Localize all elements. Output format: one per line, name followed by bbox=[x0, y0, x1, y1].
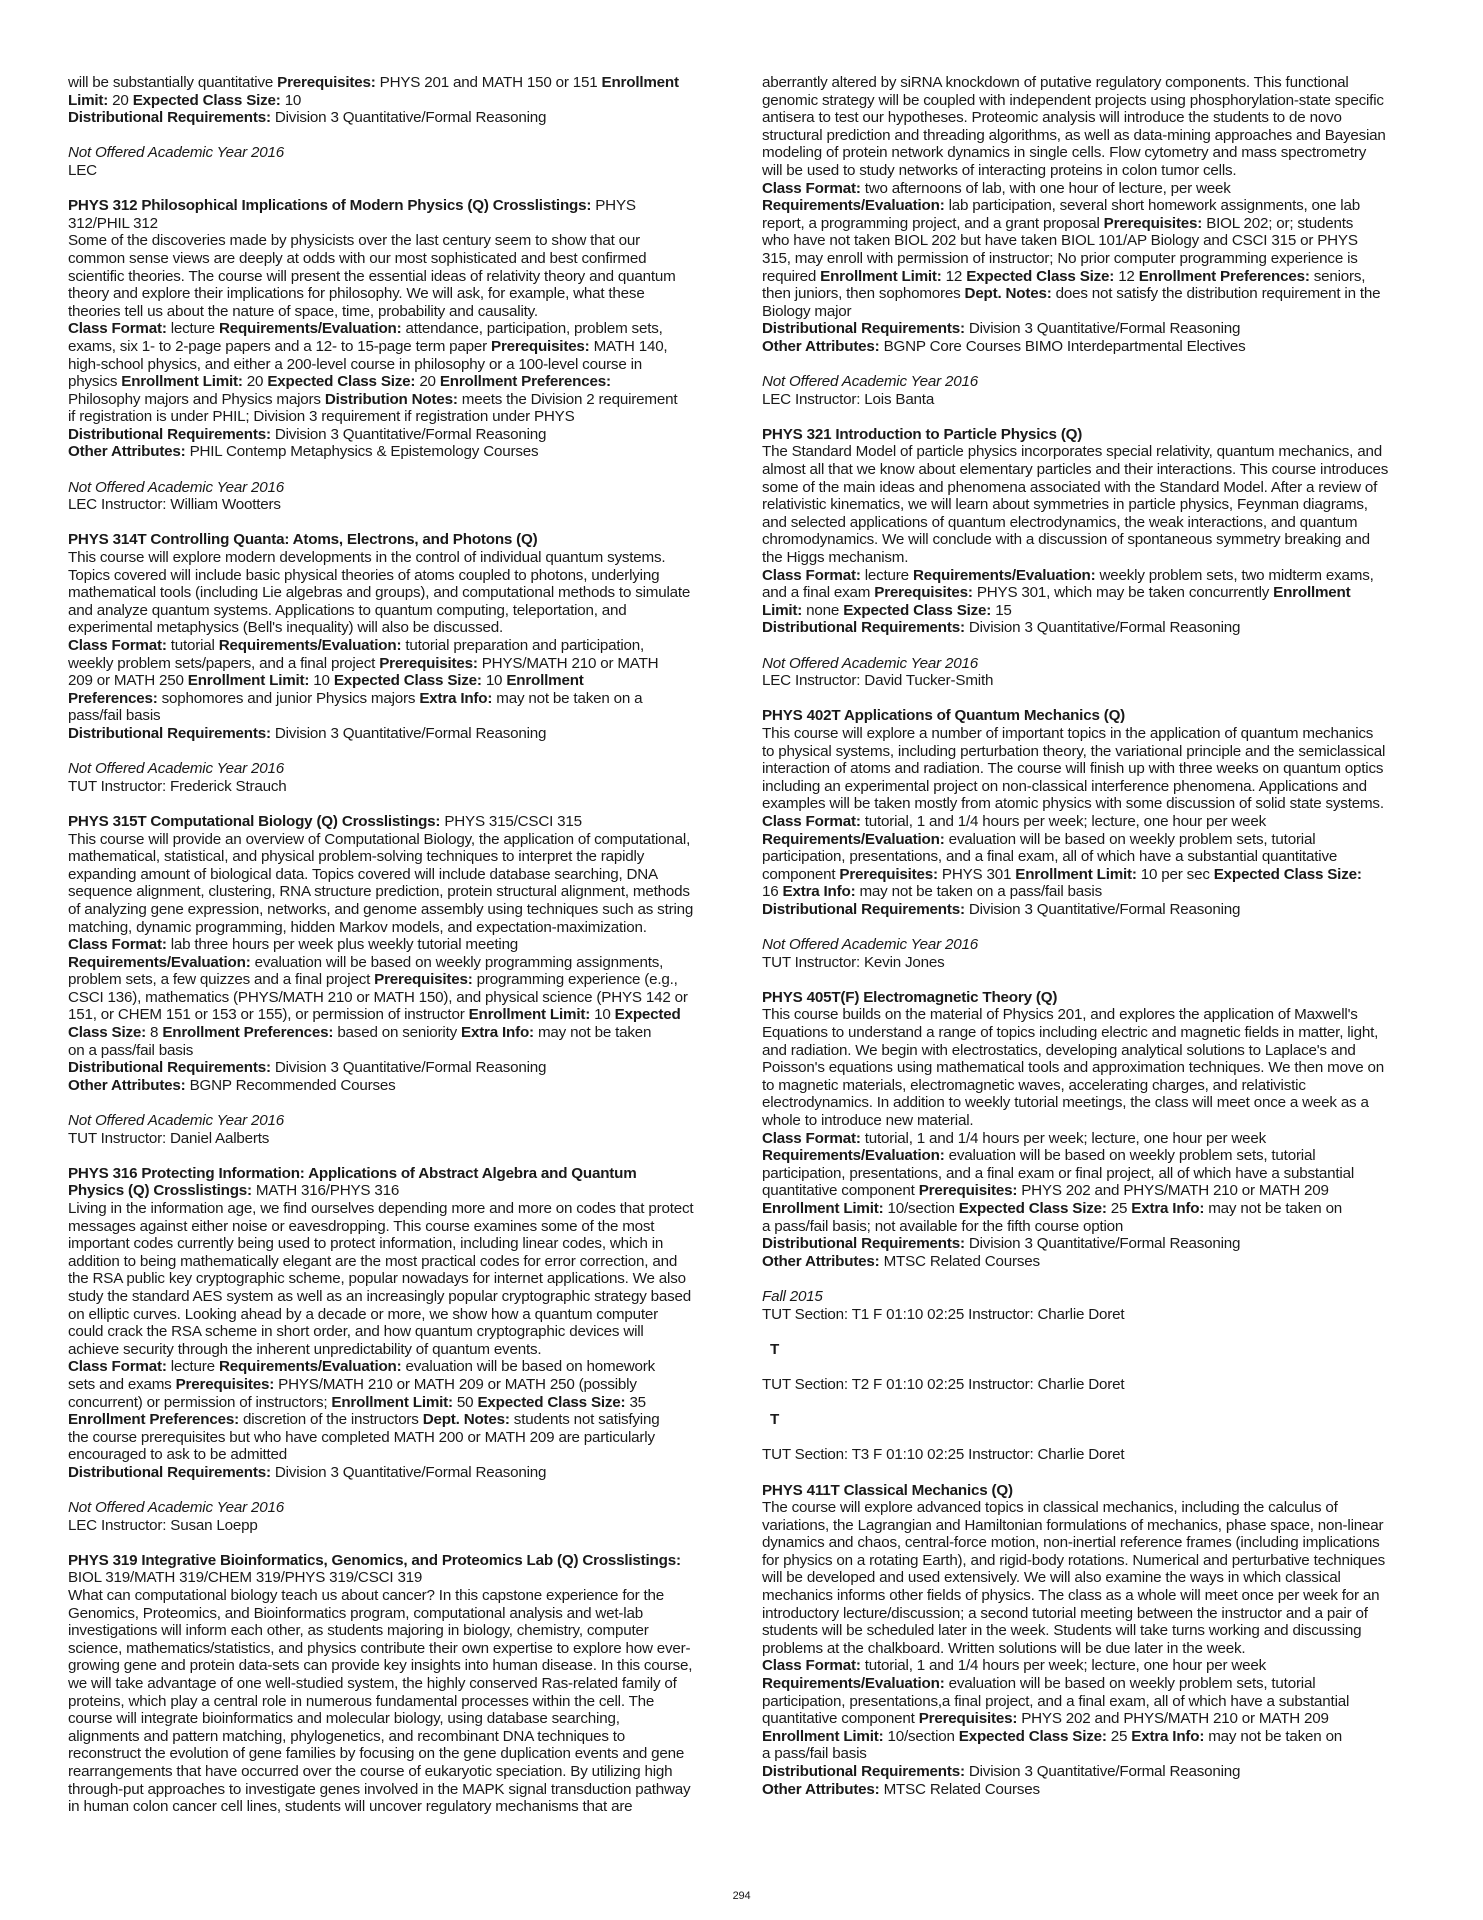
text: will be substantially quantitative bbox=[68, 74, 274, 91]
course-title: PHYS 316 Protecting Information: Applications of Abstract Algebra and Quantum bbox=[68, 1164, 637, 1182]
offering-status: Not Offered Academic Year 2016 bbox=[68, 1112, 285, 1130]
course-title: PHYS 315T Computational Biology (Q) bbox=[68, 812, 338, 830]
course-phys-312: PHYS 312 Philosophical Implications of Modern Physics (Q) Crosslistings: PHYS 312/PHIL 312 Some of the discoveries made by physicists over the last century seem to show that our common sense views are deeply at odds with our most sophisticated and best confirmed scientific theories. The course will present the essential ideas of relativity theory and quantum theory and explore their implications for philosophy. We will ask, for example, what these theories tell us about the nature of space, time, probability and causality. Class Format: lecture Requirements/Evaluation: attendance, participation, problem sets, exams, six 1- to 2-page papers and a 12- to 15-page term paper Prerequisites: MATH 140, high-school physics, and either a 200-level course in philosophy or a 100-level course in physics Enrollment Limit: 20 Expected Class Size: 20 Enrollment Preferences: Philosophy majors and Physics majors Distribution Notes: meets the Division 2 requirement if registration is under PHIL; Division 3 requirement if registration under PHYS Distributional Requirements: Division 3 Quantitative/Formal Reasoning Other Attributes: PHIL Contemp Metaphysics & Epistemology Courses Not Offered Academic Year 2016 LEC Instructor: William Wootters bbox=[68, 197, 746, 514]
course-phys-314t: PHYS 314T Controlling Quanta: Atoms, Electrons, and Photons (Q) This course will explore modern developments in the control of individual quantum systems. Topics covered will include basic physical theories of atoms coupled to photons, underlying mathematical tools (including Lie algebras and groups), and computational methods to simulate and analyze quantum systems. Applications to quantum computing, teleportation, and experimental metaphysics (Bell's inequality) will also be discussed. Class Format: tutorial Requirements/Evaluation: tutorial preparation and participation, weekly problem sets/papers, and a final project Prerequisites: PHYS/MATH 210 or MATH 209 or MATH 250 Enrollment Limit: 10 Expected Class Size: 10 Enrollment Preferences: sophomores and junior Physics majors Extra Info: may not be taken on a pass/fail basis Distributional Requirements: Division 3 Quantitative/Formal Reasoning Not Offered Academic Year 2016 TUT Instructor: Frederick Strauch bbox=[68, 531, 746, 795]
offering-status: Not Offered Academic Year 2016 bbox=[68, 144, 285, 162]
course-title: PHYS 411T Classical Mechanics (Q) bbox=[762, 1481, 1013, 1499]
course-title: PHYS 314T Controlling Quanta: Atoms, Electrons, and Photons (Q) bbox=[68, 531, 538, 549]
course-phys-405t: PHYS 405T(F) Electromagnetic Theory (Q) This course builds on the material of Physics 201, and explores the application of Maxwell's Equations to understand a range of topics including electric and magnetic fields in matter, light, and radiation. We begin with electrostatics, developing analytical solutions to Laplace's and Poisson's equations using mathematical tools and approximation techniques. We then move on to magnetic materials, electromagnetic waves, accelerating charges, and relativistic electrodynamics. In addition to weekly tutorial meetings, the class will meet once a week as a whole to introduce new material. Class Format: tutorial, 1 and 1/4 hours per week; lecture, one hour per week Requirements/Evaluation: evaluation will be based on weekly problem sets, tutorial participation, presentations, and a final exam or final project, all of which have a substantial quantitative component Prerequisites: PHYS 202 and PHYS/MATH 210 or MATH 209 Enrollment Limit: 10/section Expected Class Size: 25 Extra Info: may not be taken on a pass/fail basis; not available for the fifth course option Distributional Requirements: Division 3 Quantitative/Formal Reasoning Other Attributes: MTSC Related Courses Fall 2015 TUT Section: T1 F 01:10 02:25 Instructor: Charlie Doret T TUT Section: T2 F 01:10 02:25 Instructor: Charlie Doret T TUT Section: T3 F 01:10 02:25 Instructor: Charlie Doret bbox=[762, 989, 1440, 1464]
section-line: TUT Section: T3 F 01:10 02:25 Instructor: Charlie Doret bbox=[762, 1446, 1125, 1464]
offering-status: Not Offered Academic Year 2016 bbox=[68, 478, 285, 496]
course-phys-402t: PHYS 402T Applications of Quantum Mechanics (Q) This course will explore a number of important topics in the application of quantum mechanics to physical systems, including perturbation theory, the variational principle and the semiclassical interaction of atoms and radiation. The course will finish up with three weeks on quantum optics including an experimental project on non-classical interference phenomena. Applications and examples will be taken mostly from atomic physics with some discussion of solid state systems. Class Format: tutorial, 1 and 1/4 hours per week; lecture, one hour per week Requirements/Evaluation: evaluation will be based on weekly problem sets, tutorial participation, presentations, and a final exam, all of which have a substantial quantitative component Prerequisites: PHYS 301 Enrollment Limit: 10 per sec Expected Class Size: 16 Extra Info: may not be taken on a pass/fail basis Distributional Requirements: Division 3 Quantitative/Formal Reasoning Not Offered Academic Year 2016 TUT Instructor: Kevin Jones bbox=[762, 707, 1440, 971]
course-title: PHYS 319 Integrative Bioinformatics, Genomics, and Proteomics Lab (Q) bbox=[68, 1551, 579, 1569]
section-line: TUT Section: T2 F 01:10 02:25 Instructor: Charlie Doret bbox=[762, 1375, 1125, 1393]
page-number: 294 bbox=[732, 1890, 751, 1902]
course-phys-411t: PHYS 411T Classical Mechanics (Q) The course will explore advanced topics in classical mechanics, including the calculus of variations, the Lagrangian and Hamiltonian formulations of mechanics, phase space, non-linear dynamics and chaos, central-force motion, non-inertial reference frames (including implications for physics on a rotating Earth), and rigid-body rotations. Numerical and perturbative techniques will be developed and used extensively. We will also examine the ways in which classical mechanics informs other fields of physics. The class as a whole will meet once per week for an introductory lecture/discussion; a second tutorial meeting between the instructor and a pair of students will be scheduled later in the week. Students will take turns working and discussing problems at the chalkboard. Written solutions will be due later in the week. Class Format: tutorial, 1 and 1/4 hours per week; lecture, one hour per week Requirements/Evaluation: evaluation will be based on weekly problem sets, tutorial participation, presentations,a final project, and a final exam, all of which have a substantial quantitative component Prerequisites: PHYS 202 and PHYS/MATH 210 or MATH 209 Enrollment Limit: 10/section Expected Class Size: 25 Extra Info: may not be taken on a pass/fail basis Distributional Requirements: Division 3 Quantitative/Formal Reasoning Other Attributes: MTSC Related Courses bbox=[762, 1482, 1440, 1799]
section-line: TUT Section: T1 F 01:10 02:25 Instructor: Charlie Doret bbox=[762, 1305, 1125, 1323]
course-phys-319: PHYS 319 Integrative Bioinformatics, Genomics, and Proteomics Lab (Q) Crosslistings: BIOL 319/MATH 319/CHEM 319/PHYS 319/CSCI 319 What can computational biology teach us about cancer? In this capstone experience for the Genomics, Proteomics, and Bioinformatics program, computational analysis and wet-lab investigations will inform each other, as students majoring in biology, chemistry, computer science, mathematics/statistics, and physics contribute their own expertise to explore how ever- growing gene and protein data-sets can provide key insights into human disease. In this course, we will take advantage of one well-studied system, the highly conserved Ras-related family of proteins, which play a central role in numerous fundamental processes within the cell. The course will integrate bioinformatics and molecular biology, using database searching, alignments and pattern matching, phylogenetics, and recombinant DNA techniques to reconstruct the evolution of gene families by focusing on the gene duplication events and gene rearrangements that have occurred over the course of eukaryotic speciation. By utilizing high through-put approaches to investigate genes involved in the MAPK signal transduction pathway in human colon cancer cell lines, students will uncover regulatory mechanisms that are bbox=[68, 1551, 693, 1816]
course-title: PHYS 312 Philosophical Implications of Modern Physics (Q) bbox=[68, 197, 489, 215]
course-phys-321: PHYS 321 Introduction to Particle Physics (Q) The Standard Model of particle physics incorporates special relativity, quantum mechanics, and almost all that we know about elementary particles and their interactions. This course introduces some of the main ideas and phenomena associated with the Standard Model. After a review of relativistic kinematics, we will learn about symmetries in particle physics, Feynman diagrams, and selected applications of quantum electrodynamics, the weak interactions, and quantum chromodynamics. We will conclude with a discussion of spontaneous symmetry breaking and the Higgs mechanism. Class Format: lecture Requirements/Evaluation: weekly problem sets, two midterm exams, and a final exam Prerequisites: PHYS 301, which may be taken concurrently Enrollment Limit: none Expected Class Size: 15 Distributional Requirements: Division 3 Quantitative/Formal Reasoning Not Offered Academic Year 2016 LEC Instructor: David Tucker-Smith bbox=[762, 426, 1440, 690]
right-column bbox=[762, 74, 1440, 1798]
course-title: PHYS 321 Introduction to Particle Physics (Q) bbox=[762, 425, 1083, 443]
course-phys-315t: PHYS 315T Computational Biology (Q) Crosslistings: PHYS 315/CSCI 315 This course will provide an overview of Computational Biology, the application of computational, mathematical, statistical, and physical problem-solving techniques to interpret the rapidly expanding amount of biological data. Topics covered will include database searching, DNA sequence alignment, clustering, RNA structure prediction, protein structural alignment, methods of analyzing gene expression, networks, and genome assembly using techniques such as string matching, dynamic programming, hidden Markov models, and expectation-maximization. Class Format: lab three hours per week plus weekly tutorial meeting Requirements/Evaluation: evaluation will be based on weekly programming assignments, problem sets, a few quizzes and a final project Prerequisites: programming experience (e.g., CSCI 136), mathematics (PHYS/MATH 210 or MATH 150), and physical science (PHYS 142 or 151, or CHEM 151 or 153 or 155), or permission of instructor Enrollment Limit: 10 Expected Class Size: 8 Enrollment Preferences: based on seniority Extra Info: may not be taken on a pass/fail basis Distributional Requirements: Division 3 Quantitative/Formal Reasoning Other Attributes: BGNP Recommended Courses Not Offered Academic Year 2016 TUT Instructor: Daniel Aalberts bbox=[68, 813, 746, 1147]
term-label: Fall 2015 bbox=[762, 1287, 823, 1305]
instructor-line: TUT Instructor: Kevin Jones bbox=[762, 953, 945, 971]
offering-status: Not Offered Academic Year 2016 bbox=[762, 373, 979, 391]
section-marker: T bbox=[770, 1340, 780, 1358]
instructor-line: TUT Instructor: Daniel Aalberts bbox=[68, 1129, 270, 1147]
section-type: LEC bbox=[68, 161, 97, 179]
instructor-line: TUT Instructor: Frederick Strauch bbox=[68, 777, 287, 795]
instructor-line: LEC Instructor: Lois Banta bbox=[762, 390, 935, 408]
course-title: PHYS 402T Applications of Quantum Mechanics (Q) bbox=[762, 707, 1126, 725]
course-continuation: will be substantially quantitative Prerequisites: PHYS 201 and MATH 150 or 151 Enrollment Limit: 20 Expected Class Size: 10 Distributional Requirements: Division 3 Quantitative/Formal Reasoning Not Offered Academic Year 2016 LEC bbox=[68, 74, 746, 180]
course-title: PHYS 405T(F) Electromagnetic Theory (Q) bbox=[762, 988, 1058, 1006]
course-phys-319-continued: aberrantly altered by siRNA knockdown of putative regulatory components. This functional genomic strategy will be coupled with independent projects using phosphorylation-state specific antisera to test our hypotheses. Proteomic analysis will introduce the students to de novo structural prediction and threading algorithms, as well as data-mining approaches and Bayesian modeling of protein network dynamics in single cells. Flow cytometry and mass spectrometry will be used to study networks of interacting proteins in colon tumor cells. Class Format: two afternoons of lab, with one hour of lecture, per week Requirements/Evaluation: lab participation, several short homework assignments, one lab report, a programming project, and a grant proposal Prerequisites: BIOL 202; or; students who have not taken BIOL 202 but have taken BIOL 101/AP Biology and CSCI 315 or PHYS 315, may enroll with permission of instructor; No prior computer programming experience is required Enrollment Limit: 12 Expected Class Size: 12 Enrollment Preferences: seniors, then juniors, then sophomores Dept. Notes: does not satisfy the distribution requirement in the Biology major Distributional Requirements: Division 3 Quantitative/Formal Reasoning Other Attributes: BGNP Core Courses BIMO Interdepartmental Electives Not Offered Academic Year 2016 LEC Instructor: Lois Banta bbox=[762, 74, 1440, 408]
offering-status: Not Offered Academic Year 2016 bbox=[68, 760, 285, 778]
course-phys-316: PHYS 316 Protecting Information: Applications of Abstract Algebra and Quantum Physics (Q) Crosslistings: MATH 316/PHYS 316 Living in the information age, we find ourselves depending more and more on codes that protect messages against either noise or eavesdropping. This course examines some of the most important codes currently being used to protect information, including linear codes, which in addition to being mathematically elegant are the most practical codes for error correction, and the RSA public key cryptographic scheme, popular nowadays for internet applications. We also study the standard AES system as well as an increasingly popular cryptographic strategy based on elliptic curves. Looking ahead by a decade or more, we show how a quantum computer could crack the RSA scheme in short order, and how quantum cryptographic devices will achieve security through the inherent unpredictability of quantum events. Class Format: lecture Requirements/Evaluation: evaluation will be based on homework sets and exams Prerequisites: PHYS/MATH 210 or MATH 209 or MATH 250 (possibly concurrent) or permission of instructors; Enrollment Limit: 50 Expected Class Size: 35 Enrollment Preferences: discretion of the instructors Dept. Notes: students not satisfying the course prerequisites but who have completed MATH 200 or MATH 209 are particularly encouraged to ask to be admitted Distributional Requirements: Division 3 Quantitative/Formal Reasoning Not Offered Academic Year 2016 LEC Instructor: Susan Loepp bbox=[68, 1165, 746, 1534]
instructor-line: LEC Instructor: Susan Loepp bbox=[68, 1516, 258, 1534]
offering-status: Not Offered Academic Year 2016 bbox=[68, 1499, 285, 1517]
offering-status: Not Offered Academic Year 2016 bbox=[762, 936, 979, 954]
offering-status: Not Offered Academic Year 2016 bbox=[762, 654, 979, 672]
section-marker: T bbox=[770, 1411, 780, 1429]
left-column bbox=[68, 74, 746, 1816]
instructor-line: LEC Instructor: David Tucker-Smith bbox=[762, 672, 994, 690]
instructor-line: LEC Instructor: William Wootters bbox=[68, 496, 281, 514]
